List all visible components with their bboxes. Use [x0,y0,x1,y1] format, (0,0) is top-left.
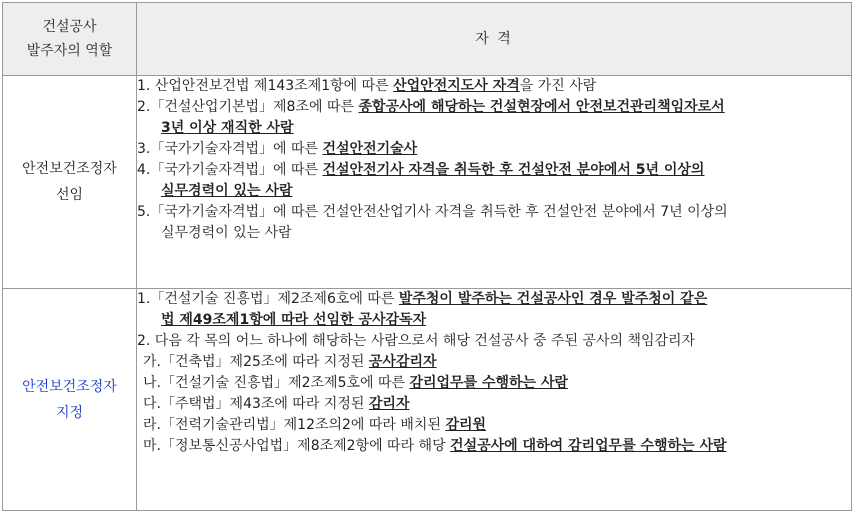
role-cell-designate [3,289,137,511]
header-row [3,3,852,76]
role-line2: 지정 [55,404,84,421]
list-item-continuation: 실무경력이 있는 사람 [161,183,293,199]
qualification-list-appoint [137,76,852,289]
list-item: 2.「건설산업기본법」제8조에 따른 종합공사에 해당하는 건설현장에서 안전보건관리책임자로서 [137,99,725,115]
list-item: 5.「국가기술자격법」에 따른 건설안전산업기사 자격을 취득한 후 건설안전 분야에서 7년 이상의 [137,204,728,220]
list-item: 1. 산업안전보건법 제143조제1항에 따른 산업안전지도사 자격을 가진 사람 [137,78,597,94]
list-item-continuation: 실무경력이 있는 사람 [161,225,292,241]
table-row [3,76,852,289]
header-role-line1: 건설공사 [42,19,97,35]
role-line1: 안전보건조정자 [22,378,117,395]
list-item: 1.「건설기술 진흥법」제2조제6호에 따른 발주청이 발주하는 건설공사인 경우 발주청이 같은 [137,291,708,307]
sub-item: 가.「건축법」제25조에 따라 지정된 공사감리자 [143,354,437,370]
header-role-cell [3,3,137,76]
header-qualification-cell: 자 격 [137,3,852,76]
sub-item: 라.「전력기술관리법」제12조의2에 따라 배치된 감리원 [143,417,487,433]
qualification-table [2,2,852,511]
list-item-continuation: 3년 이상 재직한 사람 [161,120,294,136]
sub-item: 마.「정보통신공사업법」제8조제2항에 따라 해당 건설공사에 대하여 감리업무를 수행하는 사람 [143,438,727,454]
sub-item: 나.「건설기술 진흥법」제2조제5호에 따른 감리업무를 수행하는 사람 [143,375,568,391]
role-line1: 안전보건조정자 [22,161,117,177]
header-role-line2: 발주자의 역할 [26,43,113,59]
list-item: 2. 다음 각 목의 어느 하나에 해당하는 사람으로서 해당 건설공사 중 주된 공사의 책임감리자 [137,333,696,349]
role-cell-appoint [3,76,137,289]
qualification-list-designate [137,289,852,511]
list-item-continuation: 법 제49조제1항에 따라 선임한 공사감독자 [161,312,427,328]
list-item: 4.「국가기술자격법」에 따른 건설안전기사 자격을 취득한 후 건설안전 분야에서 5년 이상의 [137,162,705,178]
role-line2: 선임 [55,187,84,203]
table-row [3,289,852,511]
sub-item: 다.「주택법」제43조에 따라 지정된 감리자 [143,396,410,412]
list-item: 3.「국가기술자격법」에 따른 건설안전기술사 [137,141,418,157]
